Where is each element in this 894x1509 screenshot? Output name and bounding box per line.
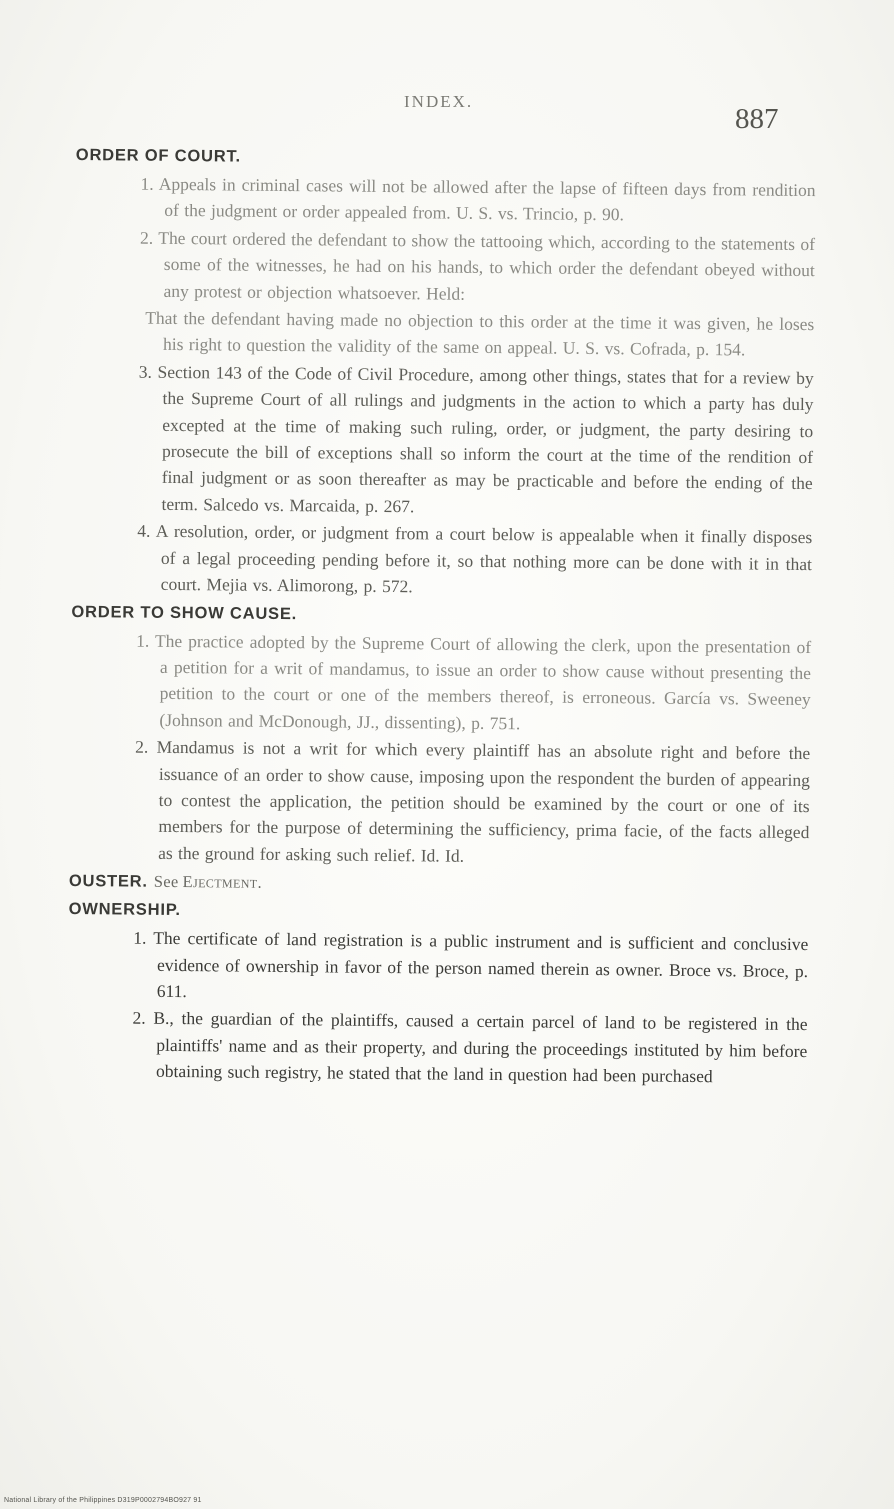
entry-show-cause-1: 1. The practice adopted by the Supreme Court of allowing the clerk, upon the presentation of a petition for a writ of mandamus, to issue an order to show cause without presenting the petition to the court or one of the members thereof, is erroneous. García vs. Sweeney (Johnson and McDonough, JJ., dissenting), p. 751. [136, 630, 812, 734]
entry-order-of-court-1: 1. Appeals in criminal cases will not be allowed after the lapse of fifteen days from rendition of the judgment or order appealed from. U. S. vs. Trincio, p. 90. [140, 173, 816, 225]
scan-credit-footer: National Library of the Philippines D319P0002794BO927 91 [4, 1497, 202, 1504]
ouster-term: OUSTER. [68, 872, 148, 891]
entry-ownership-2: 2. B., the guardian of the plaintiffs, caused a certain parcel of land to be registered in the plaintiffs' name and as their property, and during the proceedings instituted by him before obtaining such registry, he stated that the land in question had been purchased [132, 1007, 808, 1087]
heading-order-to-show-cause: ORDER TO SHOW CAUSE. [71, 602, 298, 623]
entry-show-cause-2: 2. Mandamus is not a writ for which every plaintiff has an absolute right and before the issuance of an order to show cause, imposing upon the respondent the burden of appearing to contest the application, the petition should be examined by the court or one of its members for the purpose of determining the sufficiency, prima facie, of the facts alleged as the ground for asking such relief. Id. Id. [135, 736, 811, 866]
heading-order-of-court: ORDER OF COURT. [75, 145, 242, 166]
page-number: 887 [735, 103, 779, 135]
index-body [67, 140, 816, 1092]
ouster-see-label: See [153, 871, 179, 892]
heading-ouster [69, 868, 809, 901]
entry-order-of-court-held: That the defendant having made no objection to this order at the time it was given, he loses his right to question the validity of the same on appeal. U. S. vs. Cofrada, p. 154. [145, 307, 815, 360]
entry-ownership-1: 1. The certificate of land registration is a public instrument and is sufficient and conclusive evidence of ownership in favor of the person named therein as owner. Broce vs. Broce, p. 611. [133, 927, 809, 1002]
entry-order-of-court-4: 4. A resolution, order, or judgment from a court below is appealable when it finally disposes of a legal proceeding pending before it, so that nothing more can be done with it in that court. Mejia vs. Alimorong, p. 572. [137, 520, 813, 597]
running-head: INDEX. [404, 92, 474, 111]
entry-order-of-court-3: 3. Section 143 of the Code of Civil Procedure, among other things, states that for a review by the Supreme Court of all rulings and judgments in the action to which a party has duly excepted at the time of making such ruling, order, or judgment, the party desiring to prosecute the bill of exceptions shall so inform the court at the time of the rendition of final judgment or as soon thereafter as may be practicable and before the ending of the term. Salcedo vs. Marcaida, p. 267. [138, 361, 814, 517]
heading-ownership: OWNERSHIP. [68, 900, 181, 920]
entry-order-of-court-2: 2. The court ordered the defendant to show the tattooing which, according to the statements of some of the witnesses, he had on his hands, to which order the defendant obeyed without any protest or objection whatsoever. Held: [139, 227, 816, 304]
ouster-see-reference: Ejectment. [182, 872, 263, 892]
